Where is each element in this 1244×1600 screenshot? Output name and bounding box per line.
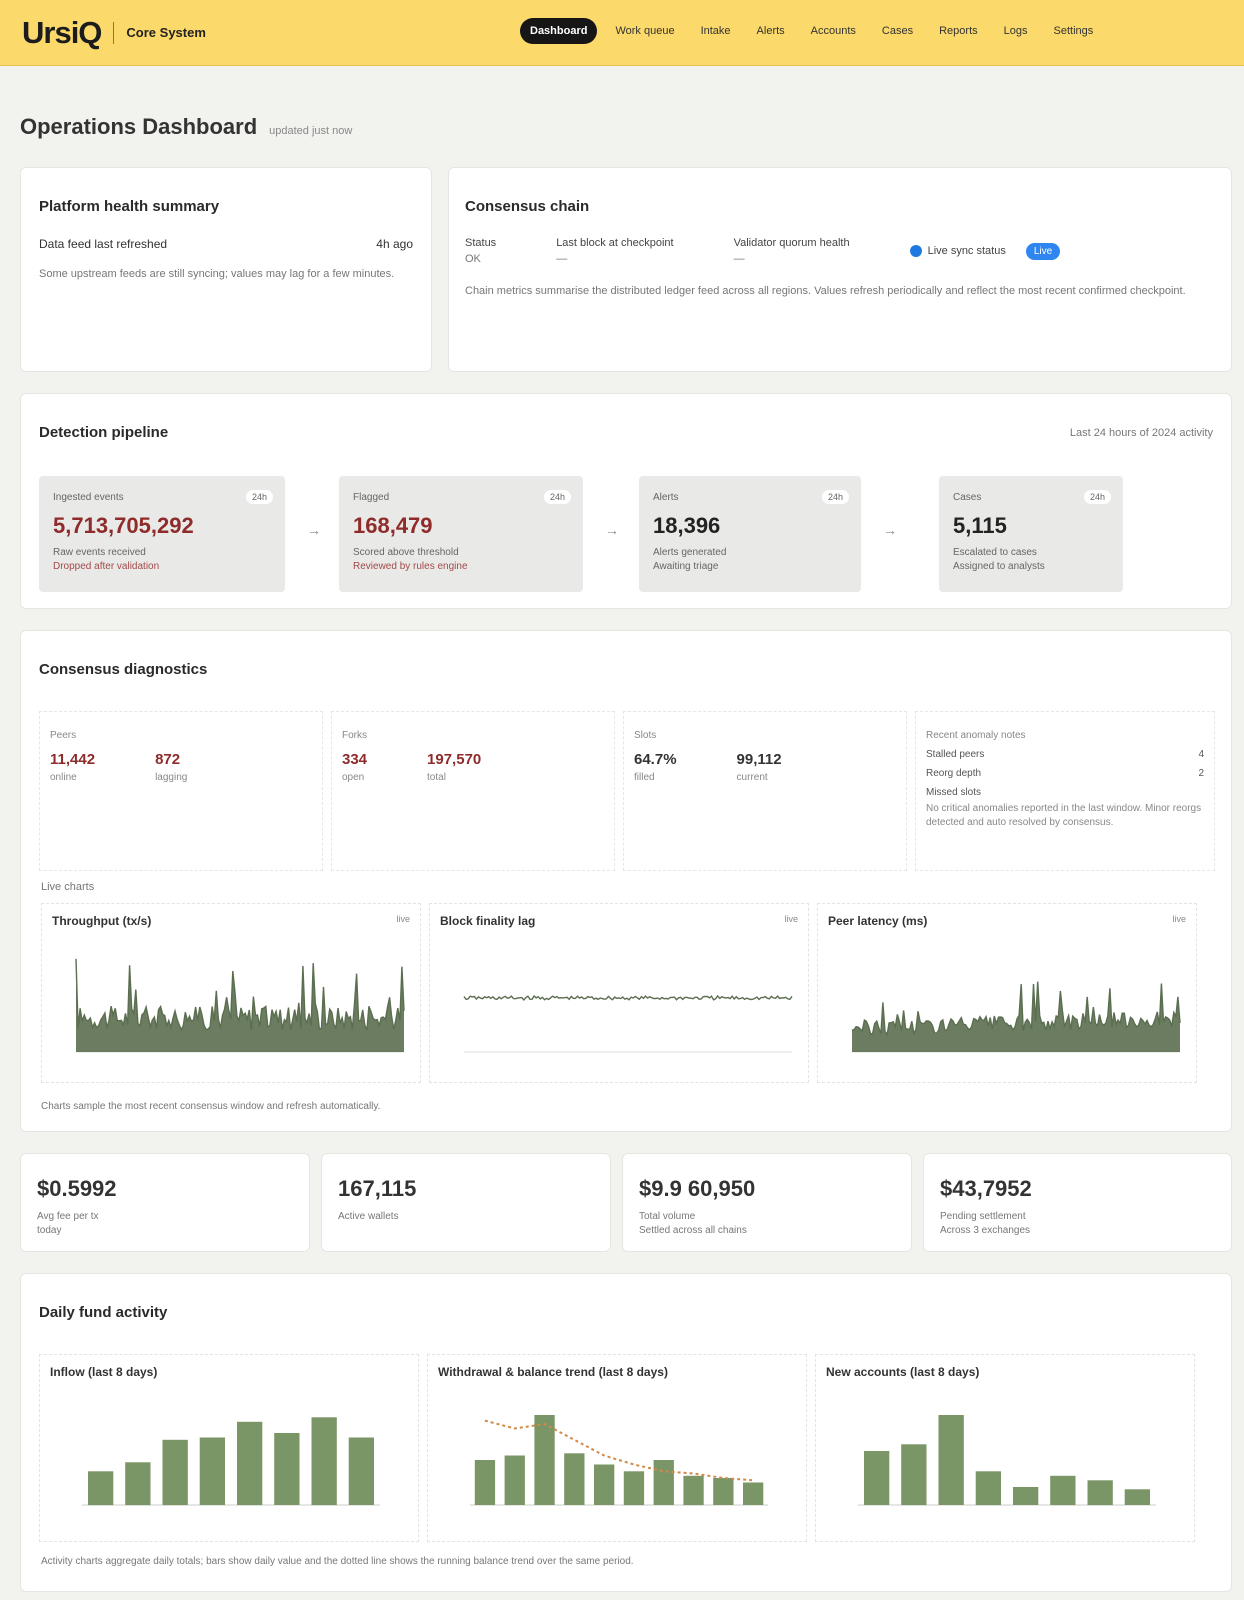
kpi-label-secondary: Across 3 exchanges (940, 1225, 1031, 1236)
stage-tag: 24h (1084, 490, 1111, 504)
arrow-right-icon: → (307, 522, 321, 538)
metric-value: 99,112 (736, 751, 782, 768)
activity-chart-svg (816, 1355, 1196, 1543)
stage-value: 5,115 (953, 513, 1007, 538)
activity-title: Daily fund activity (39, 1304, 168, 1321)
bar[interactable] (683, 1476, 703, 1505)
stage-label: Ingested events (53, 492, 124, 503)
kpi-value: $9.9 60,950 (639, 1176, 756, 1201)
bar[interactable] (274, 1433, 299, 1505)
activity-chart-title: Inflow (last 8 days) (50, 1365, 158, 1379)
metric-b (427, 751, 481, 783)
chain-quorum (734, 237, 850, 265)
pipeline-title: Detection pipeline (39, 424, 169, 441)
activity-chart-svg (40, 1355, 420, 1543)
stage-tag: 24h (544, 490, 571, 504)
live-chart-title: Throughput (tx/s) (52, 914, 152, 928)
stage-sub: Alerts generated (653, 547, 727, 558)
chain-title: Consensus chain (465, 198, 590, 215)
arrow-right-icon: → (883, 522, 897, 538)
stage-sub: Escalated to cases (953, 547, 1037, 558)
metric-sub: open (342, 772, 365, 783)
health-note: Some upstream feeds are still syncing; values may lag for a few minutes. (39, 268, 395, 280)
activity-chart-title: New accounts (last 8 days) (826, 1365, 980, 1379)
activity-card (20, 1273, 1232, 1592)
kpi-value: 167,115 (338, 1176, 417, 1201)
live-chart-title: Peer latency (ms) (828, 914, 928, 928)
chain-last-block-value: — (556, 253, 568, 265)
health-row (39, 237, 413, 251)
pipeline-card (20, 393, 1232, 609)
metric-pair (342, 751, 604, 783)
metric-value: 64.7% (634, 751, 677, 768)
diagnostics-footnote: Charts sample the most recent consensus window and refresh automatically. (41, 1101, 381, 1112)
live-chart[interactable] (41, 903, 421, 1083)
bar[interactable] (939, 1415, 964, 1505)
health-card (20, 167, 432, 372)
kpi-card[interactable] (321, 1153, 611, 1252)
diagnostics-card (20, 630, 1232, 1132)
nav-item-settings[interactable]: Settings (1053, 25, 1094, 37)
notes-row-label: Reorg depth (926, 768, 982, 779)
diagnostics-grid (39, 711, 1215, 871)
kpi-value: $0.5992 (37, 1176, 117, 1201)
live-sync[interactable] (910, 243, 1061, 260)
diagnostic-cell (39, 711, 323, 871)
bar[interactable] (1125, 1489, 1150, 1505)
bar[interactable] (654, 1460, 674, 1505)
stage-tag: 24h (246, 490, 273, 504)
stage-tag: 24h (822, 490, 849, 504)
bar[interactable] (125, 1462, 150, 1505)
page-heading (20, 114, 352, 140)
live-chart-title: Block finality lag (440, 914, 536, 928)
live-badge[interactable]: Live (1026, 243, 1060, 260)
chain-quorum-label: Validator quorum health (733, 237, 850, 249)
metric-sub: lagging (155, 772, 188, 783)
chain-last-block (556, 237, 673, 265)
kpi-card[interactable] (923, 1153, 1232, 1252)
metric-sub: online (50, 772, 77, 783)
stage-value: 18,396 (653, 513, 721, 538)
activity-footnote: Activity charts aggregate daily totals; bars show daily value and the dotted line shows the running balance trend over the same period. (41, 1556, 634, 1567)
live-series-line (464, 996, 792, 1000)
chain-status (465, 237, 496, 265)
page-subtitle: updated just now (269, 125, 353, 137)
arrow-right-icon: → (605, 522, 619, 538)
metric-sub: total (427, 772, 446, 783)
stage-sub: Scored above threshold (353, 547, 459, 558)
diagnostic-cell (623, 711, 907, 871)
kpi-label-secondary: Settled across all chains (639, 1225, 747, 1236)
diagnostic-cell (331, 711, 615, 871)
stage-label: Cases (953, 492, 982, 503)
health-row-value: 4h ago (376, 237, 413, 251)
stage-sub-secondary: Awaiting triage (653, 561, 719, 572)
stage-sub-secondary: Assigned to analysts (953, 561, 1045, 572)
nav-item-accounts[interactable]: Accounts (810, 25, 856, 37)
pipeline-stage[interactable] (339, 476, 583, 592)
pipeline-stage[interactable] (639, 476, 861, 592)
bar[interactable] (976, 1471, 1001, 1505)
chain-last-block-label: Last block at checkpoint (556, 237, 674, 249)
top-bar (0, 0, 1244, 66)
page-title: Operations Dashboard (20, 114, 258, 139)
bar[interactable] (743, 1483, 763, 1506)
chain-card (448, 167, 1232, 372)
metric-b (737, 751, 782, 783)
bar[interactable] (475, 1460, 495, 1505)
bar[interactable] (237, 1422, 262, 1505)
pipeline-stage[interactable] (939, 476, 1123, 592)
metric-pair (634, 751, 896, 783)
chain-status-label: Status (465, 237, 497, 249)
bar[interactable] (349, 1438, 374, 1506)
nav-item-alerts[interactable]: Alerts (756, 25, 785, 37)
charts-label: Live charts (41, 881, 95, 893)
nav-item-logs[interactable]: Logs (1003, 25, 1028, 37)
kpi-label: Pending settlement (940, 1211, 1026, 1222)
notes-row-value: 2 (1198, 768, 1204, 779)
kpi-label: Active wallets (338, 1211, 399, 1222)
cell-label: Forks (342, 730, 367, 741)
stage-sub-secondary: Dropped after validation (53, 561, 160, 572)
notes-row (926, 749, 1204, 760)
nav-item-work-queue[interactable]: Work queue (615, 25, 675, 37)
chain-status-value: OK (465, 253, 481, 265)
kpi-card[interactable] (20, 1153, 310, 1252)
activity-chart-svg (428, 1355, 808, 1543)
pipeline-note: Last 24 hours of 2024 activity (1069, 426, 1213, 439)
bar[interactable] (312, 1417, 337, 1505)
pipeline-stages (39, 476, 1215, 592)
health-title: Platform health summary (39, 198, 220, 215)
chain-quorum-value: — (733, 253, 745, 265)
notes-row (926, 768, 1204, 779)
health-row-label: Data feed last refreshed (39, 237, 168, 251)
nav-item-intake[interactable]: Intake (700, 25, 731, 37)
kpi-card[interactable] (622, 1153, 912, 1252)
nav-item-cases[interactable]: Cases (881, 25, 914, 37)
logo-divider (113, 22, 114, 44)
metric-a (50, 751, 95, 783)
live-chart[interactable] (817, 903, 1197, 1083)
activity-chart[interactable] (815, 1354, 1195, 1542)
bar[interactable] (200, 1438, 225, 1506)
stage-sub: Raw events received (53, 547, 146, 558)
kpi-value: $43,7952 (940, 1176, 1032, 1201)
metric-value: 872 (155, 751, 181, 768)
metric-value: 334 (342, 751, 368, 768)
bar[interactable] (163, 1440, 188, 1505)
live-chart-tag: live (784, 914, 798, 924)
kpi-label: Total volume (639, 1211, 696, 1222)
bar[interactable] (713, 1478, 733, 1505)
metric-sub: filled (634, 772, 655, 783)
metric-pair (50, 751, 312, 783)
live-chart-svg (430, 904, 810, 1084)
live-dot-icon (910, 245, 922, 257)
activity-chart-title: Withdrawal & balance trend (last 8 days) (438, 1365, 668, 1379)
live-chart-svg (818, 904, 1198, 1084)
cell-label: Slots (634, 730, 657, 741)
stage-sub-secondary: Reviewed by rules engine (353, 561, 468, 572)
nav-item-dashboard[interactable]: Dashboard (520, 18, 597, 44)
bar[interactable] (564, 1453, 584, 1505)
bar[interactable] (534, 1415, 554, 1505)
stage-value: 5,713,705,292 (53, 513, 194, 538)
nav-item-reports[interactable]: Reports (939, 25, 978, 37)
metric-a (634, 751, 677, 783)
metric-value: 197,570 (427, 751, 482, 768)
bar[interactable] (594, 1465, 614, 1506)
bar[interactable] (1088, 1480, 1113, 1505)
chain-metrics (465, 237, 1215, 265)
notes-text: No critical anomalies reported in the last window. Minor reorgs detected and auto resolved by consensus. (926, 803, 1202, 828)
chain-description: Chain metrics summarise the distributed ledger feed across all regions. Values refresh periodically and reflect the most recent confirmed checkpoint. (465, 285, 1186, 297)
notes-row-label: Stalled peers (926, 749, 985, 760)
bar[interactable] (88, 1471, 113, 1505)
stage-label: Alerts (653, 492, 679, 503)
cell-label: Peers (50, 730, 77, 741)
pipeline-stage[interactable] (39, 476, 285, 592)
live-chart-svg (42, 904, 422, 1084)
metric-a (342, 751, 367, 783)
kpi-label: Avg fee per tx (37, 1211, 99, 1222)
metric-sub: current (736, 772, 768, 783)
notes-row-label: Missed slots (926, 787, 982, 798)
bar[interactable] (505, 1456, 525, 1506)
notes-row-value: 4 (1198, 749, 1204, 760)
live-sync-label: Live sync status (927, 245, 1006, 257)
stage-label: Flagged (353, 492, 390, 503)
activity-chart[interactable] (427, 1354, 807, 1542)
diagnostics-title: Consensus diagnostics (39, 661, 208, 678)
metric-value: 11,442 (50, 751, 96, 768)
bar[interactable] (1013, 1487, 1038, 1505)
bar[interactable] (864, 1451, 889, 1505)
live-chart-tag: live (396, 914, 410, 924)
activity-chart[interactable] (39, 1354, 419, 1542)
logo[interactable]: UrsiQ (22, 14, 102, 50)
live-chart-tag: live (1172, 914, 1186, 924)
kpi-label-secondary: today (37, 1225, 62, 1236)
bar[interactable] (901, 1444, 926, 1505)
stage-value: 168,479 (353, 513, 433, 538)
anomaly-notes (915, 711, 1215, 871)
main-nav (520, 18, 1101, 44)
bar[interactable] (1050, 1476, 1075, 1505)
bar[interactable] (624, 1471, 644, 1505)
notes-title: Recent anomaly notes (926, 730, 1026, 741)
metric-b (155, 751, 187, 783)
trend-line (485, 1421, 753, 1481)
pipeline-header (39, 424, 1213, 441)
app-subtitle: Core System (126, 25, 206, 40)
live-chart[interactable] (429, 903, 809, 1083)
